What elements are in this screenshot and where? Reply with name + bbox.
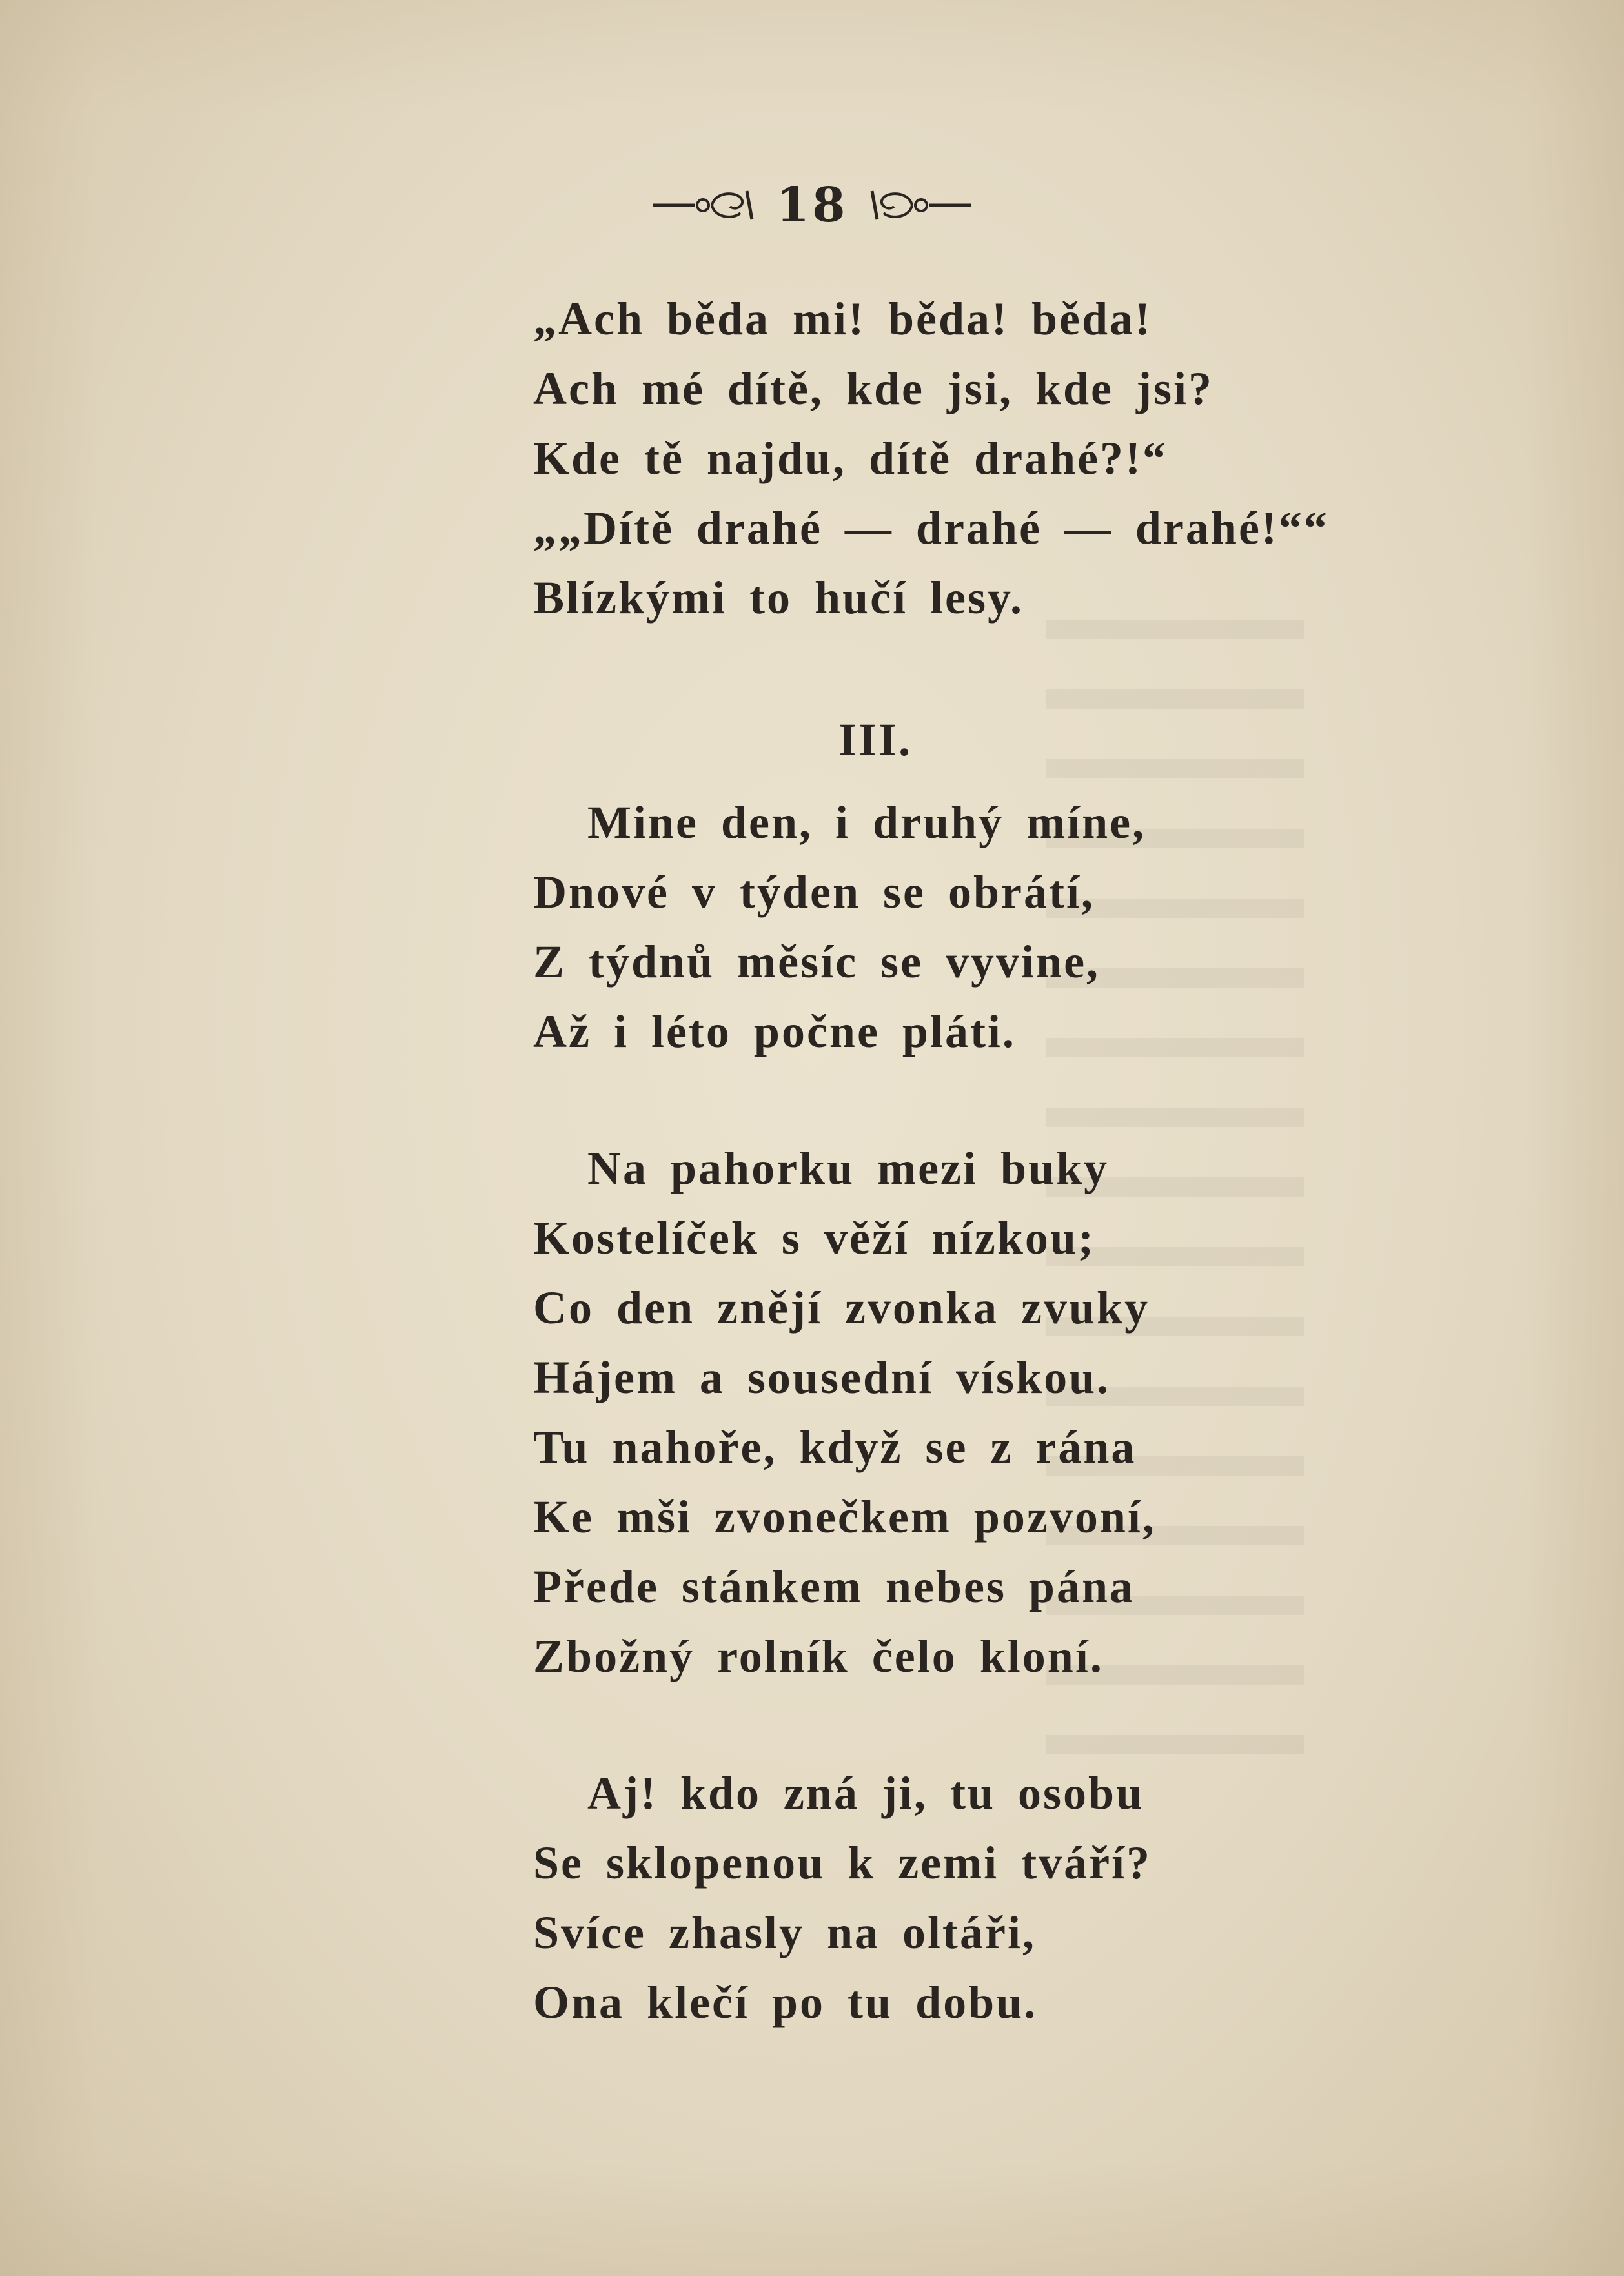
- poem-text: [533, 284, 1372, 2037]
- verse-line: Blízkými to hučí lesy.: [533, 572, 1024, 624]
- verse-line: Ach mé dítě, kde jsi, kde jsi?: [533, 363, 1213, 414]
- verse-line: Ona klečí po tu dobu.: [533, 1976, 1038, 2028]
- verse-line: Zbožný rolník čelo kloní.: [533, 1631, 1104, 1682]
- verse-line: Hájem a sousední vískou.: [533, 1352, 1111, 1403]
- stanza-4: [533, 1758, 1372, 2037]
- verse-line: Z týdnů měsíc se vyvine,: [533, 936, 1101, 988]
- verse-line: Kde tě najdu, dítě drahé?!“: [533, 432, 1168, 484]
- verse-line: Až i léto počne pláti.: [533, 1006, 1016, 1057]
- stanza-2: [533, 787, 1372, 1066]
- verse-line: Tu nahoře, když se z rána: [533, 1421, 1137, 1473]
- stanza-gap: [533, 1066, 1372, 1133]
- stanza-1: [533, 284, 1372, 633]
- verse-line: Dnové v týden se obrátí,: [533, 866, 1095, 918]
- stanza-gap: [533, 1691, 1372, 1758]
- scroll-ornament-icon: [864, 186, 974, 225]
- verse-line: Na pahorku mezi buky: [587, 1143, 1110, 1194]
- verse-line: Ke mši zvonečkem pozvoní,: [533, 1491, 1156, 1543]
- verse-line: Svíce zhasly na oltáři,: [533, 1907, 1036, 1958]
- verse-line: Mine den, i druhý míne,: [587, 797, 1146, 848]
- section-heading: III.: [838, 714, 913, 766]
- verse-line: Aj! kdo zná ji, tu osobu: [587, 1767, 1144, 1819]
- page-number: 18: [776, 178, 848, 233]
- page-header: [0, 173, 1624, 238]
- scroll-ornament-icon: [650, 186, 760, 225]
- verse-line: Co den znějí zvonka zvuky: [533, 1282, 1150, 1334]
- verse-line: „Ach běda mi! běda! běda!: [533, 293, 1153, 345]
- verse-line: Se sklopenou k zemi tváří?: [533, 1837, 1152, 1889]
- verse-line: Kostelíček s věží nízkou;: [533, 1212, 1095, 1264]
- stanza-3: [533, 1133, 1372, 1691]
- verse-line: „„Dítě drahé — drahé — drahé!““: [533, 502, 1329, 554]
- verse-line: Přede stánkem nebes pána: [533, 1561, 1135, 1612]
